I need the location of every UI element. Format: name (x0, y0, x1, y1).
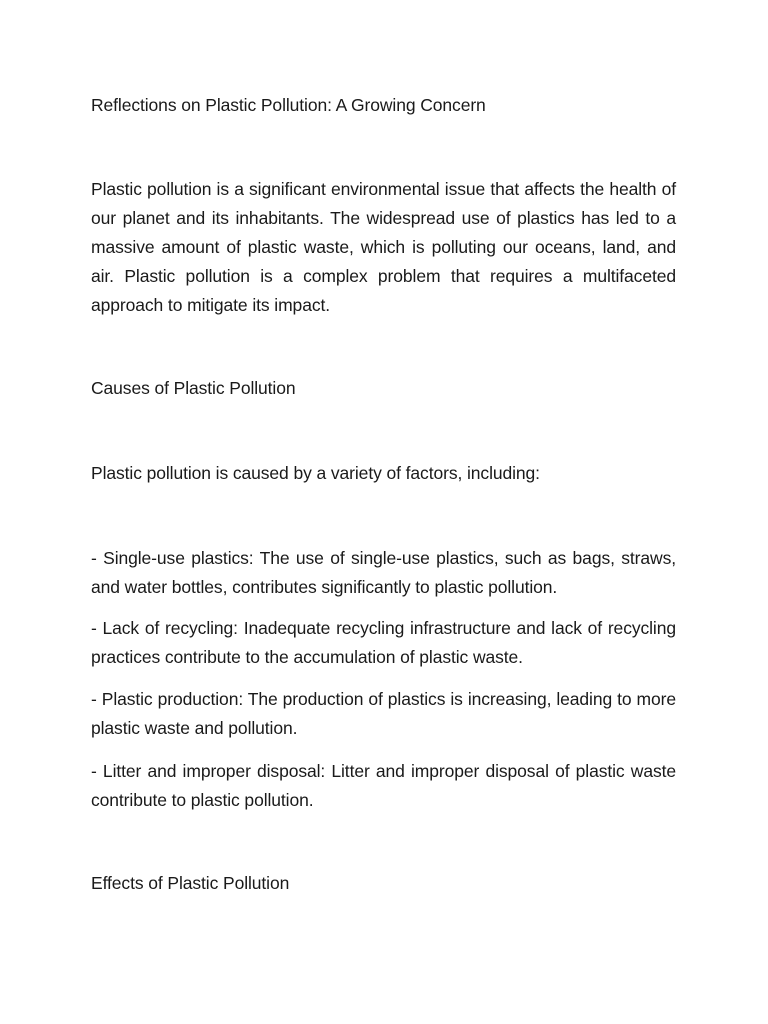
cause-item-litter: - Litter and improper disposal: Litter and improper disposal of plastic waste contribute to plastic pollution. (91, 761, 676, 810)
document-title: Reflections on Plastic Pollution: A Growing Concern (91, 95, 486, 115)
causes-heading: Causes of Plastic Pollution (91, 378, 296, 398)
causes-intro: Plastic pollution is caused by a variety of factors, including: (91, 463, 540, 483)
cause-item-recycling: - Lack of recycling: Inadequate recycling infrastructure and lack of recycling practices contribute to the accumulation of plastic waste. (91, 618, 676, 667)
effects-heading: Effects of Plastic Pollution (91, 873, 290, 893)
cause-item-single-use: - Single-use plastics: The use of single-use plastics, such as bags, straws, and water bottles, contributes significantly to plastic pollution. (91, 548, 676, 597)
intro-paragraph: Plastic pollution is a significant environmental issue that affects the health of our planet and its inhabitants. The widespread use of plastics has led to a massive amount of plastic waste, which is polluting our oceans, land, and air. Plastic pollution is a complex problem that requires a multifaceted approach to mitigate its impact. (91, 179, 676, 315)
cause-item-production: - Plastic production: The production of plastics is increasing, leading to more plastic waste and pollution. (91, 689, 676, 738)
